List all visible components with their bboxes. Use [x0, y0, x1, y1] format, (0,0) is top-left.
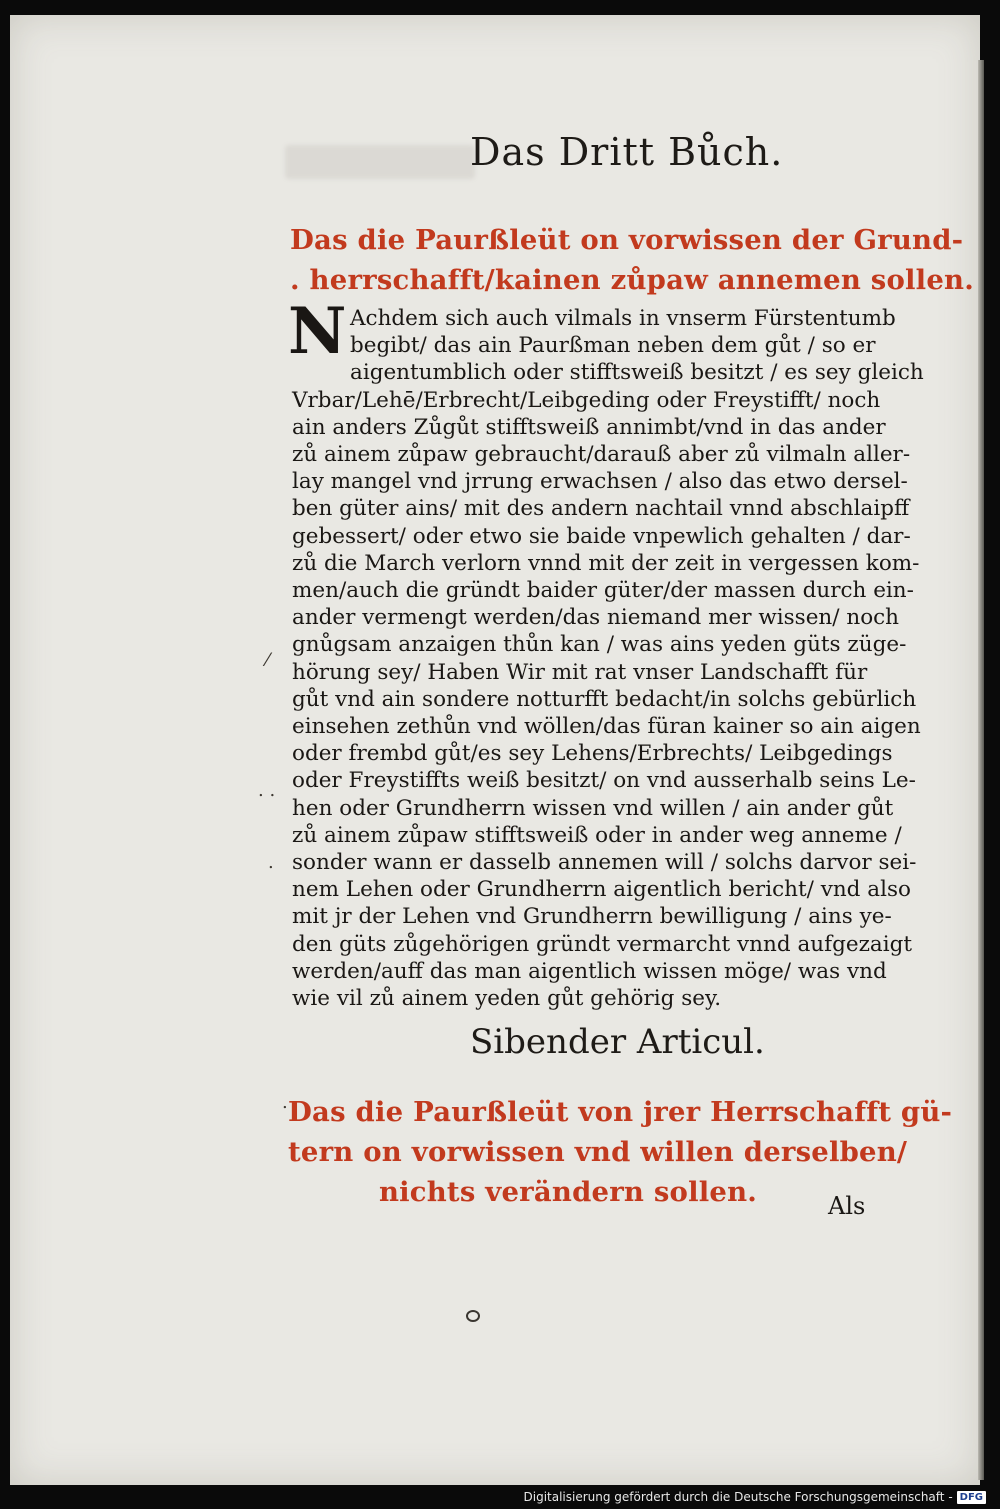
text-line: Vrbar/Lehē/Erbrecht/Leibgeding oder Freystifft/ noch: [292, 387, 881, 413]
text-line: zů ainem zůpaw gebraucht/darauß aber zů vilmaln aller-: [292, 442, 911, 468]
text-line: Achdem sich auch vilmals in vnserm Fürstentumb: [350, 306, 896, 331]
text-line: aigentumblich oder stifftsweiß besitzt / es sey gleich: [350, 360, 924, 386]
rubric-heading-1: [290, 220, 974, 300]
page-edge: [978, 60, 984, 1480]
text-line: oder Freystiffts weiß besitzt/ on vnd ausserhalb seins Le-: [292, 768, 916, 794]
margin-pen-stroke: ⁄: [266, 650, 270, 671]
text-line: sonder wann er dasselb annemen will / solchs darvor sei-: [292, 850, 917, 876]
text-line: gnůgsam anzaigen thůn kan / was ains yeden güts züge-: [292, 632, 907, 658]
rubric-line: Das die Paurßleüt von jrer Herrschafft gü-: [288, 1096, 953, 1128]
text-line: hen oder Grundherrn wissen vnd willen / ain ander gůt: [292, 795, 894, 821]
text-line: ander vermengt werden/das niemand mer wissen/ noch: [292, 605, 900, 631]
text-line: mit jr der Lehen vnd Grundherrn bewilligung / ains ye-: [292, 904, 892, 930]
rubric-line: tern on vorwissen vnd willen derselben/: [288, 1136, 908, 1168]
dfg-logo: DFG: [957, 1491, 986, 1504]
rubric-line: Das die Paurßleüt on vorwissen der Grund-: [290, 224, 964, 256]
text-line: gůt vnd ain sondere notturfft bedacht/in solchs gebürlich: [292, 686, 917, 712]
text-line: den güts zůgehörigen gründt vermarcht vnnd aufgezaigt: [292, 931, 912, 957]
digitization-credit: [524, 1490, 987, 1504]
text-line: ain anders Zůgůt stifftsweiß annimbt/vnd in das ander: [292, 414, 886, 440]
text-line: einsehen zethůn vnd wöllen/das füran kainer so ain aigen: [292, 714, 921, 740]
margin-dot: .: [268, 852, 274, 873]
text-line: lay mangel vnd jrrung erwachsen / also das etwo dersel-: [292, 469, 908, 495]
running-head: Das Dritt Bůch.: [470, 130, 784, 174]
drop-capital: N: [288, 294, 347, 369]
text-line: oder frembd gůt/es sey Lehens/Erbrechts/ Leibgedings: [292, 741, 893, 767]
text-line: gebessert/ oder etwo sie baide vnpewlich gehalten / dar-: [292, 523, 911, 549]
bleed-through-shadow: [285, 145, 475, 179]
text-line: zů ainem zůpaw stifftsweiß oder in ander weg anneme /: [292, 822, 902, 848]
margin-dot: .: [282, 1092, 288, 1113]
rubric-line: . herrschafft/kainen zůpaw annemen sollen.: [290, 264, 974, 296]
text-line: wie vil zů ainem yeden gůt gehörig sey.: [292, 986, 722, 1012]
text-line: begibt/ das ain Paurßman neben dem gůt / so er: [350, 333, 876, 359]
catchword: Als: [828, 1192, 866, 1220]
text-line: men/auch die gründt baider güter/der massen durch ein-: [292, 578, 914, 604]
text-line: nem Lehen oder Grundherrn aigentlich bericht/ vnd also: [292, 877, 911, 903]
rubric-line: nichts verändern sollen.: [378, 1176, 758, 1208]
text-line: zů die March verlorn vnnd mit der zeit in vergessen kom-: [292, 550, 920, 576]
margin-dots: . .: [258, 780, 276, 801]
text-line: hörung sey/ Haben Wir mit rat vnser Landschafft für: [292, 659, 868, 685]
body-paragraph: [292, 305, 924, 1012]
text-line: werden/auff das man aigentlich wissen möge/ was vnd: [292, 958, 887, 984]
signature-mark: [466, 1310, 480, 1322]
credit-text: Digitalisierung gefördert durch die Deutsche Forschungsgemeinschaft -: [523, 1490, 953, 1504]
text-line: ben güter ains/ mit des andern nachtail vnnd abschlaipff: [292, 496, 910, 522]
article-heading: Sibender Articul.: [470, 1022, 765, 1062]
